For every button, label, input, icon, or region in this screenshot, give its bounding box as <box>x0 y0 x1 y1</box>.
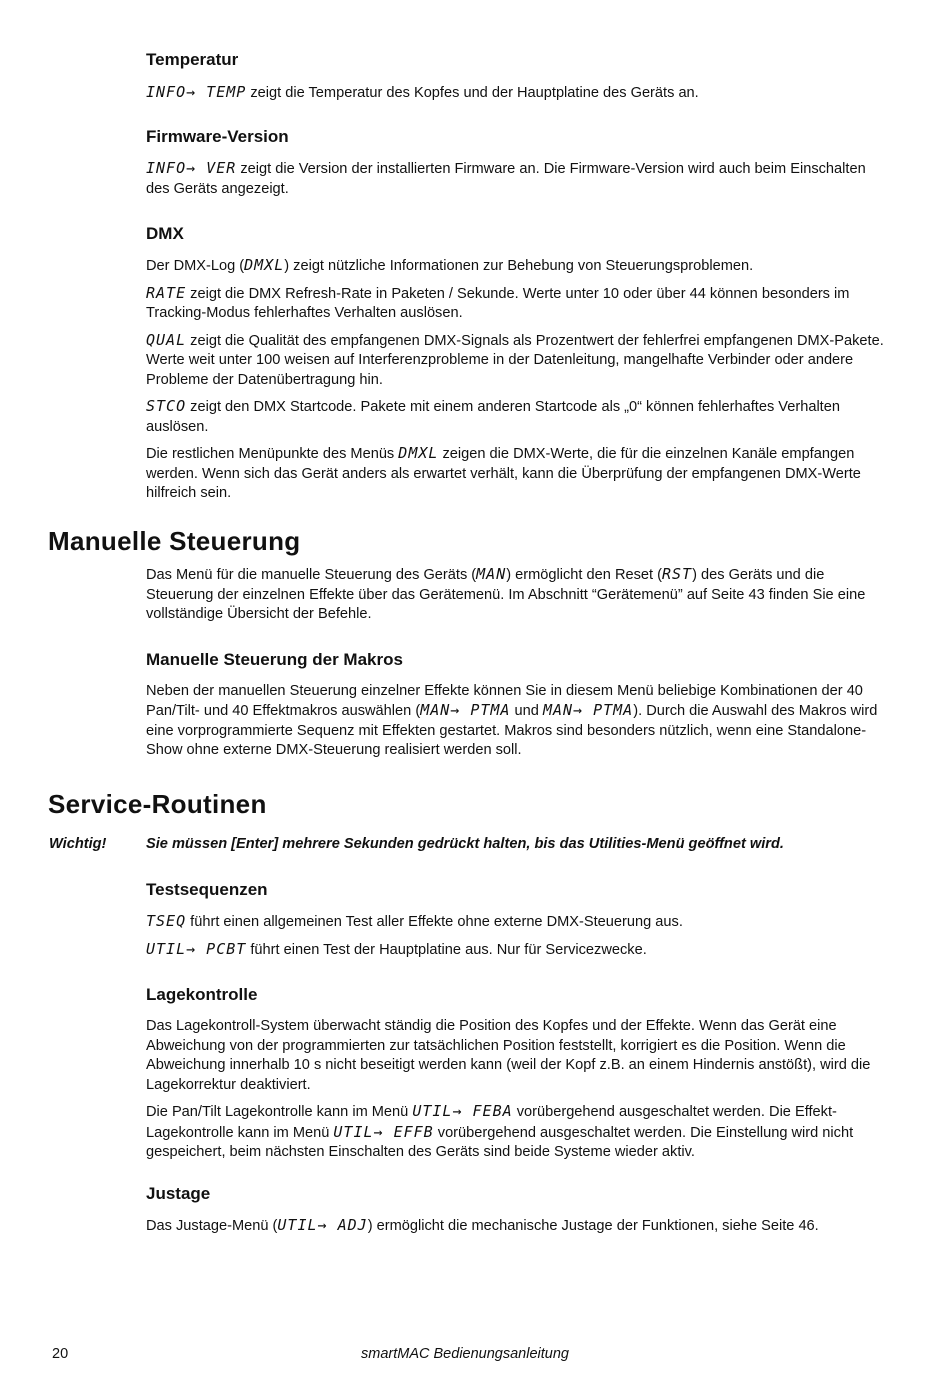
section-firmware <box>146 127 891 199</box>
paragraph-manuelle <box>146 565 891 625</box>
heading-firmware: Firmware-Version <box>146 127 289 146</box>
heading-temperatur: Temperatur <box>146 50 239 69</box>
lcd-code: DMXL <box>398 444 439 462</box>
lcd-code: TSEQ <box>146 912 187 930</box>
section-testsequenzen <box>146 880 891 960</box>
paragraph-text: und <box>510 703 543 719</box>
lcd-code: STCO <box>146 397 187 415</box>
wichtig-text: Sie müssen [Enter] mehrere Sekunden gedrückt halten, bis das Utilities-Menü geöffnet wird. <box>146 836 784 852</box>
lcd-code: DMXL <box>244 256 285 274</box>
paragraph-pcbt <box>146 940 891 961</box>
paragraph-tseq <box>146 912 891 933</box>
paragraph-text: zeigt die Version der installierten Firmware an. Die Firmware-Version wird auch beim Einschalten des Geräts angezeigt. <box>146 161 866 197</box>
lcd-code: UTIL→ PCBT <box>146 939 247 958</box>
wichtig-label: Wichtig! <box>49 836 107 852</box>
paragraph-text: ) ermöglicht den Reset ( <box>506 567 662 583</box>
heading-dmx: DMX <box>146 224 184 243</box>
section-dmx <box>146 224 891 504</box>
paragraph-justage <box>146 1216 891 1237</box>
lcd-code: MAN→ PTMA <box>420 701 511 719</box>
heading-lagekontrolle: Lagekontrolle <box>146 985 258 1004</box>
paragraph-text: zeigt die Temperatur des Kopfes und der Hauptplatine des Geräts an. <box>246 85 699 101</box>
heading-manuelle-steuerung: Manuelle Steuerung <box>48 526 301 556</box>
section-temperatur <box>146 50 891 104</box>
paragraph-text: zeigen die DMX-Werte, die für die einzelnen Kanäle empfangen werden. Wenn sich das Gerät anders als erwartet verhält, kann die Überprüfung der empfangenen DMX-Werte hilfreich sein. <box>146 446 861 501</box>
lcd-code: RST <box>661 565 693 583</box>
paragraph-stco <box>146 397 891 437</box>
paragraph-text: ). Durch die Auswahl des Makros wird eine vorprogrammierte Sequenz mit Effekten gestartet. Makros sind besonders nützlich, wenn eine Standalone-Show ohne externe DMX-Steuerung realisiert werden soll. <box>146 703 878 758</box>
paragraph-temperatur <box>146 83 891 104</box>
lcd-code: UTIL→ ADJ <box>277 1216 368 1234</box>
paragraph-text: Neben der manuellen Steuerung einzelner Effekte können Sie in diesem Menü beliebige Kombinationen der 40 Pan/Tilt- und 40 Effektmakros auswählen ( <box>146 682 863 719</box>
heading-makros: Manuelle Steuerung der Makros <box>146 649 403 669</box>
heading-testsequenzen: Testsequenzen <box>146 880 268 899</box>
paragraph-text: ) ermöglicht die mechanische Justage der Funktionen, siehe Seite 46. <box>367 1218 819 1234</box>
paragraph-text: Die restlichen Menüpunkte des Menüs <box>146 446 399 462</box>
lcd-code: UTIL→ FEBA <box>412 1102 513 1120</box>
paragraph-text: Der DMX-Log ( <box>146 258 245 274</box>
paragraph-dmx-values <box>146 444 891 504</box>
paragraph-rate <box>146 284 891 324</box>
paragraph-qual <box>146 331 891 391</box>
paragraph-text: Das Justage-Menü ( <box>146 1218 278 1234</box>
paragraph-text: zeigt den DMX Startcode. Pakete mit einem anderen Startcode als „0“ können fehlerhaftes Verhalten auslösen. <box>146 399 840 435</box>
heading-service-routinen: Service-Routinen <box>48 789 267 819</box>
section-justage <box>146 1184 891 1237</box>
paragraph-dmx-log <box>146 256 891 277</box>
page-number: 20 <box>52 1346 69 1362</box>
paragraph-lage-2 <box>146 1102 891 1163</box>
lcd-code: UTIL→ EFFB <box>333 1122 434 1141</box>
section-manuelle <box>146 565 891 761</box>
heading-justage: Justage <box>146 1184 211 1203</box>
section-lagekontrolle <box>146 985 891 1163</box>
paragraph-lage-1: Das Lagekontroll-System überwacht ständig die Position des Kopfes und der Effekte. Wenn das Gerät eine Abweichung von der programmierten zur tatsächlichen Position feststellt, korrigiert es die Position. Wenn die Abweichung innerhalb 10 s nicht beseitigt werden kann (weil der Kopf z.B. an einem Hindernis anstößt), wird die Lagekorrektur deaktiviert. <box>146 1018 871 1093</box>
lcd-code: MAN→ PTMA <box>542 701 634 719</box>
lcd-code: INFO→ VER <box>146 159 237 177</box>
lcd-code: MAN <box>476 565 507 583</box>
lcd-code: RATE <box>146 283 187 302</box>
paragraph-text: Das Menü für die manuelle Steuerung des Geräts ( <box>146 567 477 583</box>
lcd-code: INFO→ TEMP <box>146 83 247 101</box>
paragraph-text: ) zeigt nützliche Informationen zur Behebung von Steuerungsproblemen. <box>284 258 754 274</box>
paragraph-text: zeigt die DMX Refresh-Rate in Paketen / Sekunde. Werte unter 10 oder über 44 können besonders im Tracking-Modus fehlerhaftes Verhalten auslösen. <box>146 285 850 321</box>
paragraph-text: führt einen Test der Hauptplatine aus. Nur für Servicezwecke. <box>246 941 647 958</box>
lcd-code: QUAL <box>146 330 187 349</box>
paragraph-text: ) des Geräts und die Steuerung der einzelnen Effekte über das Gerätemenü. Im Abschnitt “Gerätemenü” auf Seite 43 finden Sie eine vollständige Übersicht der Befehle. <box>146 567 866 622</box>
paragraph-text: zeigt die Qualität des empfangenen DMX-Signals als Prozentwert der fehlerfrei empfangenen DMX-Pakete. Werte weit unter 100 weisen auf Interferenzprobleme in der Datenleitung, mangelhafte Verbinder oder andere Probleme der Datenübertragung hin. <box>146 332 884 388</box>
paragraph-text: vorübergehend ausgeschaltet werden. Die Einstellung wird nicht gespeichert, beim nächsten Einschalten des Geräts sind beide Systeme wieder aktiv. <box>146 1124 854 1160</box>
footer-title: smartMAC Bedienungsanleitung <box>361 1346 569 1362</box>
paragraph-text: vorübergehend ausgeschaltet werden. Die Effekt-Lagekontrolle kann im Menü <box>146 1104 837 1141</box>
paragraph-text: führt einen allgemeinen Test aller Effekte ohne externe DMX-Steuerung aus. <box>186 914 683 930</box>
paragraph-makros <box>146 682 891 761</box>
paragraph-firmware <box>146 159 891 199</box>
paragraph-text: Die Pan/Tilt Lagekontrolle kann im Menü <box>146 1104 413 1120</box>
